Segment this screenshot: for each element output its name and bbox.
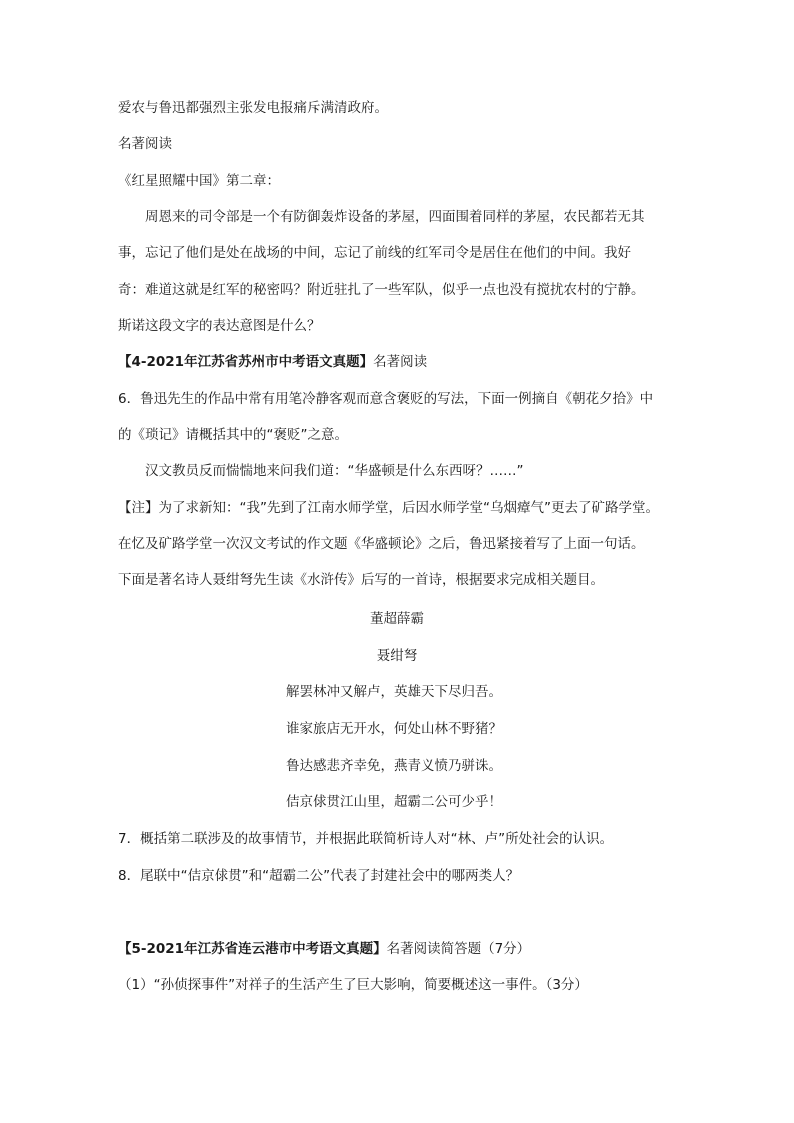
question-line: 6．鲁迅先生的作品中常有用笔冷静客观而意含褒贬的写法，下面一例摘自《朝花夕拾》中: [118, 391, 654, 407]
text-line: 下面是著名诗人聂绀弩先生读《水浒传》后写的一首诗，根据要求完成相关题目。: [118, 572, 604, 588]
passage-line: 奇：难道这就是红军的秘密吗？附近驻扎了一些军队，似乎一点也没有搅扰农村的宁静。: [118, 282, 645, 298]
note-line: 在忆及矿路学堂一次汉文考试的作文题《华盛顿论》之后，鲁迅紧接着写了上面一句话。: [118, 536, 645, 552]
exam-section: 名著阅读简答题（7分）: [386, 941, 531, 957]
exam-source: 【5-2021年江苏省连云港市中考语文真题】: [118, 941, 387, 957]
passage-line: 周恩来的司令部是一个有防御轰炸设备的茅屋，四面围着同样的茅屋，农民都若无其: [145, 209, 645, 225]
question-line: 的《琐记》请概括其中的“褒贬”之意。: [118, 427, 348, 443]
poem-title: 董超薛霸: [370, 611, 424, 627]
question-line: 8．尾联中“佶京俅贯”和“超霸二公”代表了封建社会中的哪两类人？: [118, 868, 520, 884]
passage-line: 事，忘记了他们是处在战场的中间，忘记了前线的红军司令是居住在他们的中间。我好: [118, 245, 631, 261]
exam-section: 名著阅读: [373, 354, 428, 370]
poem-author: 聂绀弩: [376, 648, 418, 664]
text-line: 《红星照耀中国》第二章：: [118, 173, 280, 189]
exam-heading: [118, 939, 530, 959]
quote-line: 汉文教员反而惴惴地来问我们道：“华盛顿是什么东西呀？……”: [145, 463, 524, 479]
poem-line: 谁家旅店无开水，何处山林不野猪？: [286, 721, 502, 737]
question-line: 7．概括第二联涉及的故事情节，并根据此联简析诗人对“林、卢”所处社会的认识。: [118, 831, 614, 847]
note-line: 【注】为了求新知：“我”先到了江南水师学堂，后因水师学堂“乌烟瘴气”更去了矿路学堂。: [118, 500, 659, 516]
text-line: 爱农与鲁迅都强烈主张发电报痛斥满清政府。: [118, 100, 388, 116]
poem-line: 鲁达感悲齐幸免，燕青义愤乃骈诛。: [286, 758, 502, 774]
poem-line: 解罢林冲又解卢，英雄天下尽归吾。: [286, 684, 502, 700]
question-line: 斯诺这段文字的表达意图是什么？: [118, 318, 321, 334]
question-line: （1）“孙侦探事件”对祥子的生活产生了巨大影响，简要概述这一事件。（3分）: [118, 977, 588, 993]
exam-heading: [118, 352, 427, 372]
section-heading: 名著阅读: [118, 136, 172, 152]
poem-line: 佶京俅贯江山里，超霸二公可少乎！: [286, 794, 502, 810]
exam-source: 【4-2021年江苏省苏州市中考语文真题】: [118, 354, 374, 370]
